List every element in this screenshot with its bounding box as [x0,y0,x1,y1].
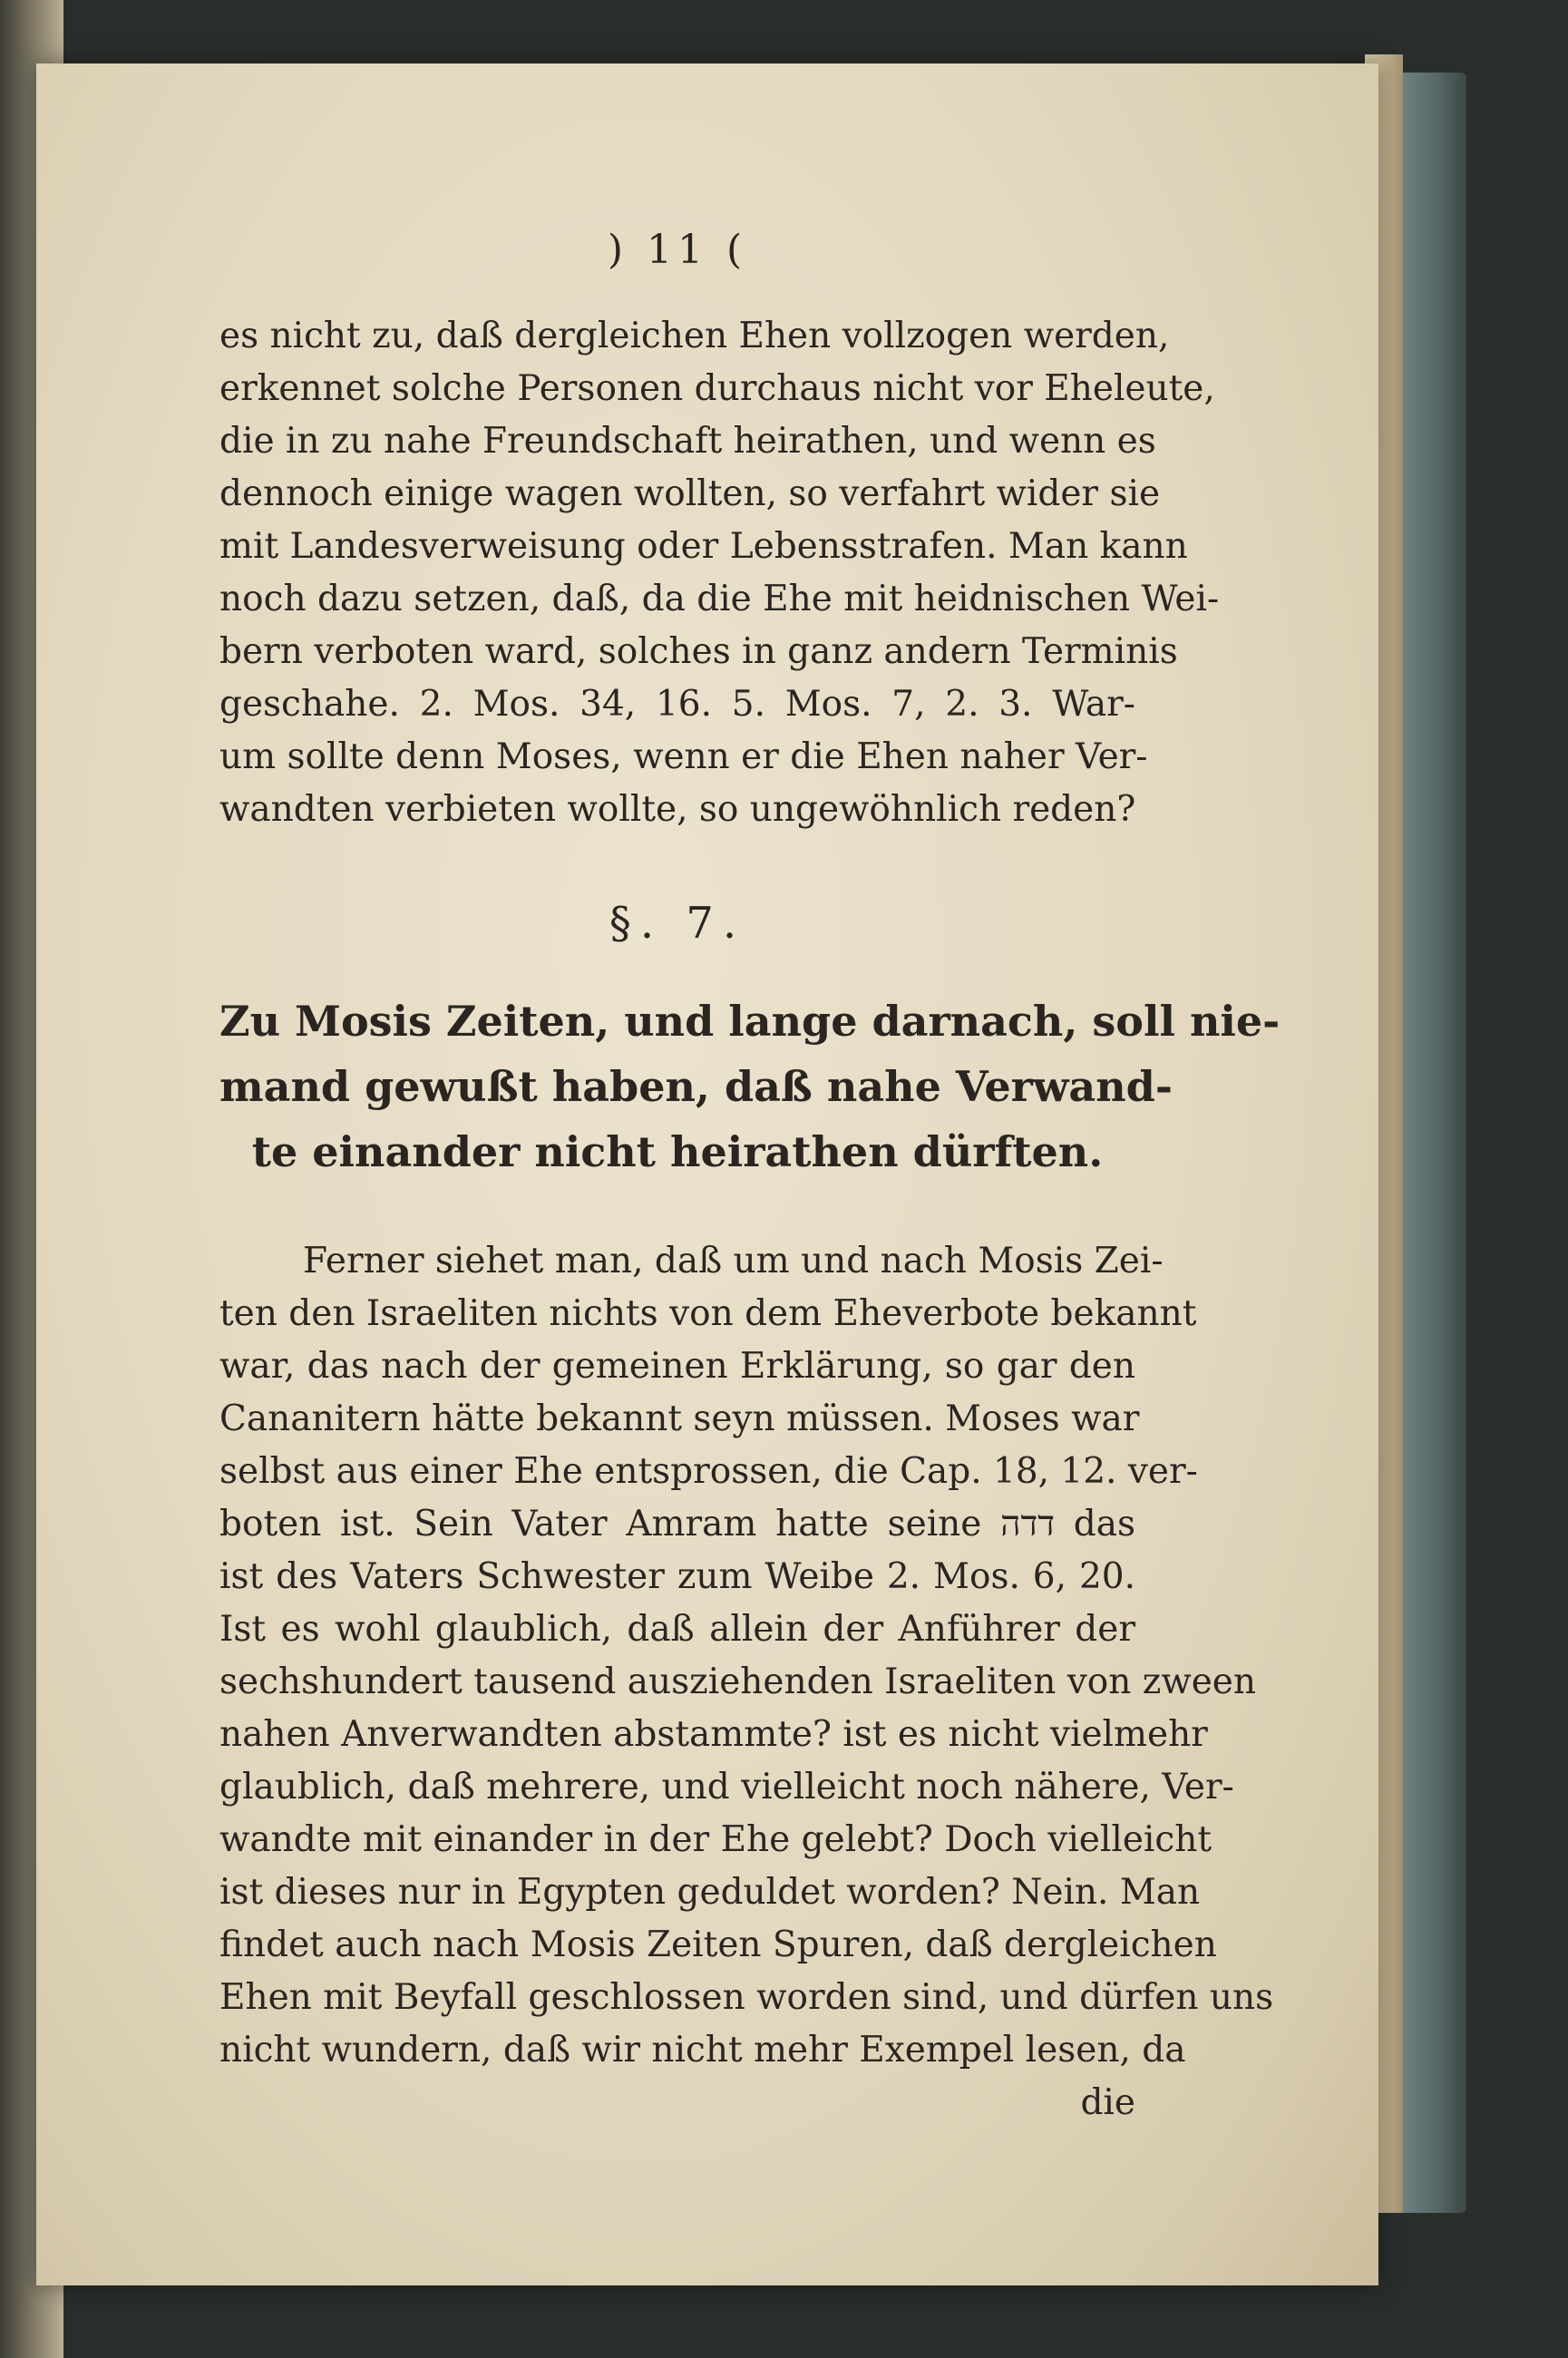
text-line: ist dieses nur in Egypten geduldet worden? Nein. Man [219,1872,1201,1913]
section-heading-line: Zu Mosis Zeiten, und lange darnach, soll nie- [219,997,1281,1046]
text-line: sechshundert tausend ausziehenden Israeliten von zween [219,1661,1256,1702]
text-line: dennoch einige wagen wollten, so verfahrt wider sie [219,473,1161,514]
text-line: nahen Anverwandten abstammte? ist es nicht vielmehr [219,1714,1208,1755]
catchword: die [1080,2082,1135,2123]
text-line: ist des Vaters Schwester zum Weibe 2. Mos. 6, 20. [219,1556,1135,1597]
text-line: es nicht zu, daß dergleichen Ehen vollzogen werden, [219,316,1170,356]
text-line: wandten verbieten wollte, so ungewöhnlich reden? [219,789,1136,830]
text-line: bern verboten ward, solches in ganz andern Terminis [219,631,1178,672]
text-line: nicht wundern, daß wir nicht mehr Exempel lesen, da [219,2030,1186,2071]
text-line: mit Landesverweisung oder Lebensstrafen. Man kann [219,526,1188,567]
text-line: boten ist. Sein Vater Amram hatte seine דדה das [219,1504,1135,1544]
text-line: Ferner siehet man, daß um und nach Mosis Zei- [303,1241,1164,1281]
text-line: wandte mit einander in der Ehe gelebt? Doch vielleicht [219,1819,1213,1860]
page-stack-edge [1379,54,1392,2213]
text-line: Ehen mit Beyfall geschlossen worden sind, und dürfen uns [219,1977,1274,2018]
text-line: geschahe. 2. Mos. 34, 16. 5. Mos. 7, 2. 3. War- [219,684,1135,725]
text-line: die in zu nahe Freundschaft heirathen, und wenn es [219,421,1156,462]
text-line: noch dazu setzen, daß, da die Ehe mit heidnischen Wei- [219,579,1220,619]
text-line: ten den Israeliten nichts von dem Eheverbote bekannt [219,1293,1197,1334]
text-line: erkennet solche Personen durchaus nicht vor Eheleute, [219,368,1215,409]
text-line: glaublich, daß mehrere, und vielleicht noch nähere, Ver- [219,1767,1234,1807]
text-line: Ist es wohl glaublich, daß allein der Anführer der [219,1609,1135,1650]
page-number: ) 11 ( [607,227,748,273]
section-heading-line: mand gewußt haben, daß nahe Verwand- [219,1062,1173,1111]
book-cover-edge [1403,73,1466,2213]
text-line: findet auch nach Mosis Zeiten Spuren, daß dergleichen [219,1924,1217,1965]
text-line: selbst aus einer Ehe entsprossen, die Cap. 18, 12. ver- [219,1451,1198,1492]
section-heading-line: te einander nicht heirathen dürften. [251,1127,1104,1176]
section-number: §. 7. [609,898,746,949]
page-stack-edge [1392,54,1403,2213]
text-line: um sollte denn Moses, wenn er die Ehen naher Ver- [219,736,1148,777]
text-line: Cananitern hätte bekannt seyn müssen. Moses war [219,1398,1140,1439]
text-line: war, das nach der gemeinen Erklärung, so gar den [219,1346,1135,1387]
